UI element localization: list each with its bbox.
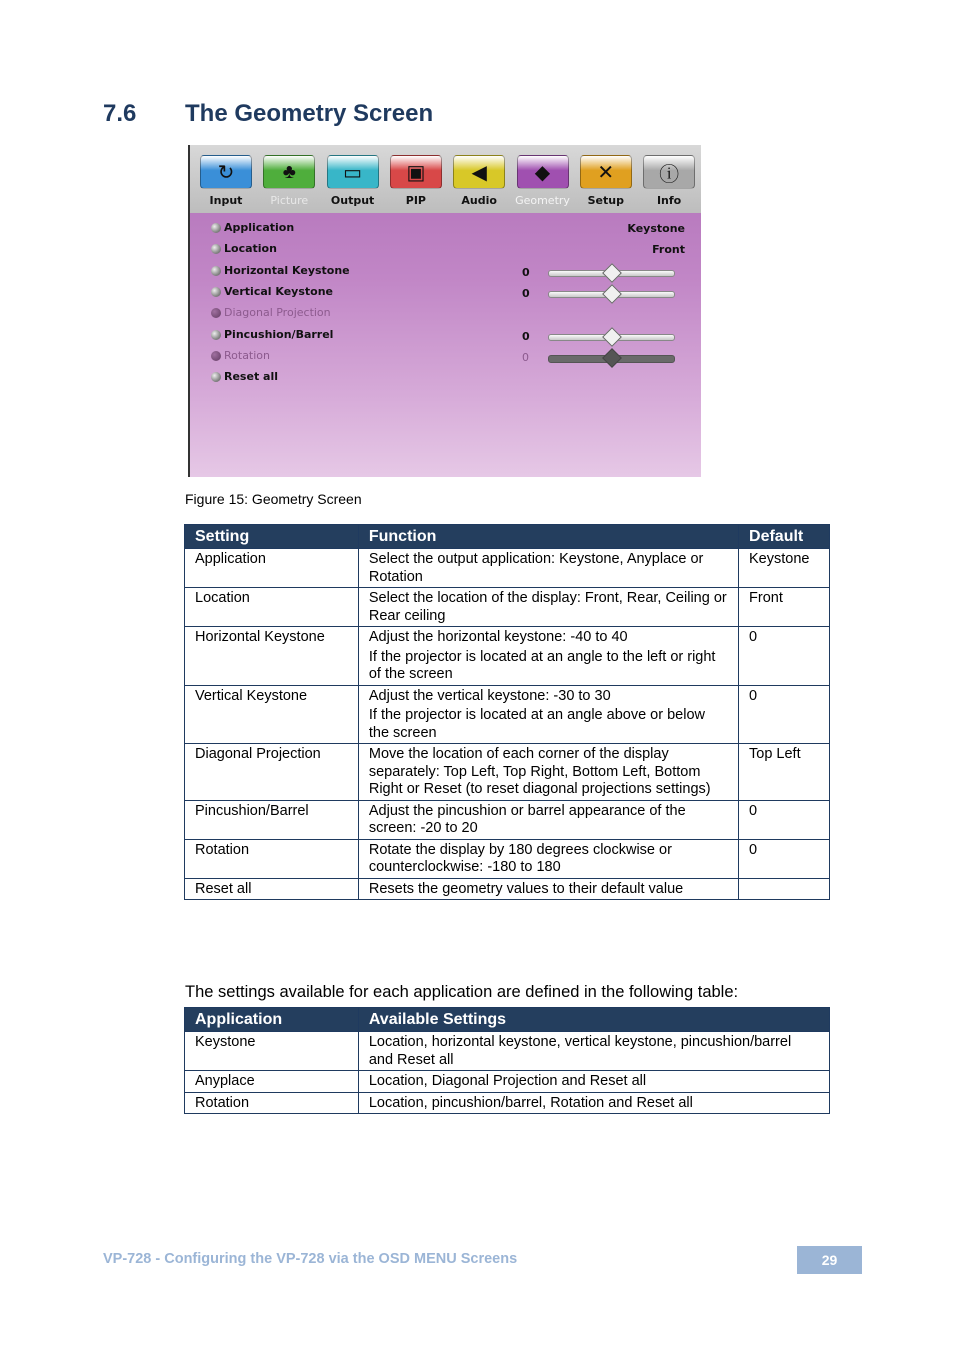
bullet-icon <box>211 266 221 276</box>
header-application: Application <box>185 1008 359 1032</box>
cell-setting: Location <box>185 588 359 627</box>
osd-row-location <box>211 242 277 258</box>
cell-default: Keystone <box>739 549 830 588</box>
cell-setting: Diagonal Projection <box>185 744 359 801</box>
osd-tab-picture: Picture <box>270 194 309 207</box>
slider-knob <box>602 263 622 283</box>
cell-default: 0 <box>739 627 830 686</box>
osd-tab-input: Input <box>209 194 243 207</box>
bullet-icon <box>211 287 221 297</box>
osd-row-application <box>211 221 294 237</box>
table-row <box>185 1071 830 1093</box>
table-header-row <box>185 525 830 549</box>
header-default: Default <box>739 525 830 549</box>
cell-setting: Horizontal Keystone <box>185 627 359 686</box>
osd-tab-bar <box>190 145 701 213</box>
output-icon: ▭ <box>327 155 379 189</box>
function-line: Move the location of each corner of the display separately: Top Left, Top Right, Bottom Left, Bottom Right or Reset (to reset diagonal projections settings) <box>368 746 711 797</box>
bullet-icon <box>211 308 221 318</box>
cell-available-settings: Location, horizontal keystone, vertical keystone, pincushion/barrel and Reset all <box>358 1032 829 1071</box>
table-row <box>185 627 830 686</box>
function-line: Adjust the horizontal keystone: -40 to 40 <box>368 629 628 645</box>
settings-table <box>184 524 830 900</box>
bullet-icon <box>211 330 221 340</box>
bullet-icon <box>211 372 221 382</box>
footer-text: VP-728 - Configuring the VP-728 via the OSD MENU Screens <box>103 1251 518 1267</box>
osd-row-label: Pincushion/Barrel <box>224 327 334 341</box>
osd-row-value: Front <box>652 243 685 257</box>
osd-row-value: Keystone <box>627 222 685 235</box>
header-function: Function <box>358 525 738 549</box>
cell-function <box>358 878 738 900</box>
bullet-icon <box>211 351 221 361</box>
audio-icon: ◀ <box>453 155 505 189</box>
applications-table <box>184 1007 830 1114</box>
cell-setting: Vertical Keystone <box>185 685 359 744</box>
table-row <box>185 1092 830 1114</box>
osd-row-label: Rotation <box>224 348 271 362</box>
settings-paragraph: The settings available for each application are defined in the following table: <box>185 983 739 1001</box>
function-line: Select the output application: Keystone, Anyplace or Rotation <box>368 551 704 585</box>
osd-row-label: Reset all <box>224 370 278 384</box>
osd-row-label: Application <box>224 221 295 234</box>
osd-row-value: 0 <box>522 329 530 343</box>
cell-setting: Application <box>185 549 359 588</box>
function-line: Rotate the display by 180 degrees clockwise or counterclockwise: -180 to 180 <box>368 841 672 875</box>
table-row <box>185 878 830 900</box>
cell-setting: Reset all <box>185 878 359 900</box>
osd-row-pincushion-barrel <box>211 328 333 344</box>
osd-slider <box>548 355 675 363</box>
osd-tab-geometry: Geometry <box>515 194 570 207</box>
table-row <box>185 744 830 801</box>
section-number: 7.6 <box>103 100 137 127</box>
osd-tab-output: Output <box>330 194 375 207</box>
input-icon: ↻ <box>200 155 252 189</box>
cell-default: Front <box>739 588 830 627</box>
cell-function <box>358 800 738 839</box>
function-line: Select the location of the display: Front, Rear, Ceiling or Rear ceiling <box>368 590 727 624</box>
osd-row-label: Horizontal Keystone <box>224 263 350 277</box>
cell-default <box>739 878 830 900</box>
osd-row-value: 0 <box>522 286 530 300</box>
osd-row-rotation <box>211 349 270 365</box>
osd-row-value: 0 <box>522 350 529 364</box>
header-setting: Setting <box>185 525 359 549</box>
info-icon: ⓘ <box>643 155 695 189</box>
table-row <box>185 588 830 627</box>
cell-setting: Rotation <box>185 839 359 878</box>
osd-row-label: Location <box>224 242 277 256</box>
function-line: If the projector is located at an angle above or below the screen <box>368 707 705 741</box>
cell-default: 0 <box>739 839 830 878</box>
geometry-icon: ◆ <box>517 155 569 189</box>
osd-tab-info: Info <box>656 194 682 207</box>
table-row <box>185 685 830 744</box>
page-number: 29 <box>797 1246 862 1274</box>
function-line: Adjust the pincushion or barrel appearance of the screen: -20 to 20 <box>368 802 686 836</box>
cell-available-settings: Location, pincushion/barrel, Rotation and Reset all <box>358 1092 829 1114</box>
picture-icon: ♣ <box>263 155 315 189</box>
slider-knob <box>602 348 622 368</box>
cell-function <box>358 744 738 801</box>
slider-knob <box>602 284 622 304</box>
osd-row-vertical-keystone <box>211 285 333 301</box>
cell-application: Rotation <box>185 1092 359 1114</box>
osd-slider <box>548 291 675 298</box>
bullet-icon <box>211 223 221 233</box>
osd-row-horizontal-keystone <box>211 264 350 280</box>
section-title: The Geometry Screen <box>185 100 434 127</box>
figure-caption: Figure 15: Geometry Screen <box>185 491 362 507</box>
cell-function <box>358 627 738 686</box>
header-available-settings: Available Settings <box>358 1008 829 1032</box>
table-row <box>185 839 830 878</box>
osd-row-reset-all <box>211 370 278 386</box>
osd-row-label: Diagonal Projection <box>224 306 331 320</box>
bullet-icon <box>211 244 221 254</box>
cell-default: Top Left <box>739 744 830 801</box>
osd-geometry-screenshot <box>188 145 701 477</box>
table-row <box>185 1032 830 1071</box>
function-line: If the projector is located at an angle to the left or right of the screen <box>368 648 716 682</box>
osd-tab-pip: PIP <box>405 194 426 207</box>
function-line: Resets the geometry values to their default value <box>368 880 684 897</box>
table-header-row <box>185 1008 830 1032</box>
pip-icon: ▣ <box>390 155 442 189</box>
osd-tab-setup: Setup <box>587 194 624 207</box>
osd-slider <box>548 334 675 341</box>
cell-application: Keystone <box>185 1032 359 1071</box>
setup-icon: ✕ <box>580 155 632 189</box>
cell-application: Anyplace <box>185 1071 359 1093</box>
table-row <box>185 800 830 839</box>
osd-slider <box>548 270 675 277</box>
cell-function <box>358 685 738 744</box>
cell-default: 0 <box>739 685 830 744</box>
slider-knob <box>602 327 622 347</box>
osd-row-diagonal-projection <box>211 306 331 322</box>
osd-row-value: 0 <box>522 265 530 279</box>
cell-setting: Pincushion/Barrel <box>185 800 359 839</box>
cell-function <box>358 588 738 627</box>
table-row <box>185 549 830 588</box>
cell-available-settings: Location, Diagonal Projection and Reset all <box>358 1071 829 1093</box>
cell-function <box>358 839 738 878</box>
cell-function <box>358 549 738 588</box>
osd-tab-audio: Audio <box>461 194 497 207</box>
function-line: Adjust the vertical keystone: -30 to 30 <box>368 687 611 704</box>
cell-default: 0 <box>739 800 830 839</box>
osd-row-label: Vertical Keystone <box>224 284 333 298</box>
